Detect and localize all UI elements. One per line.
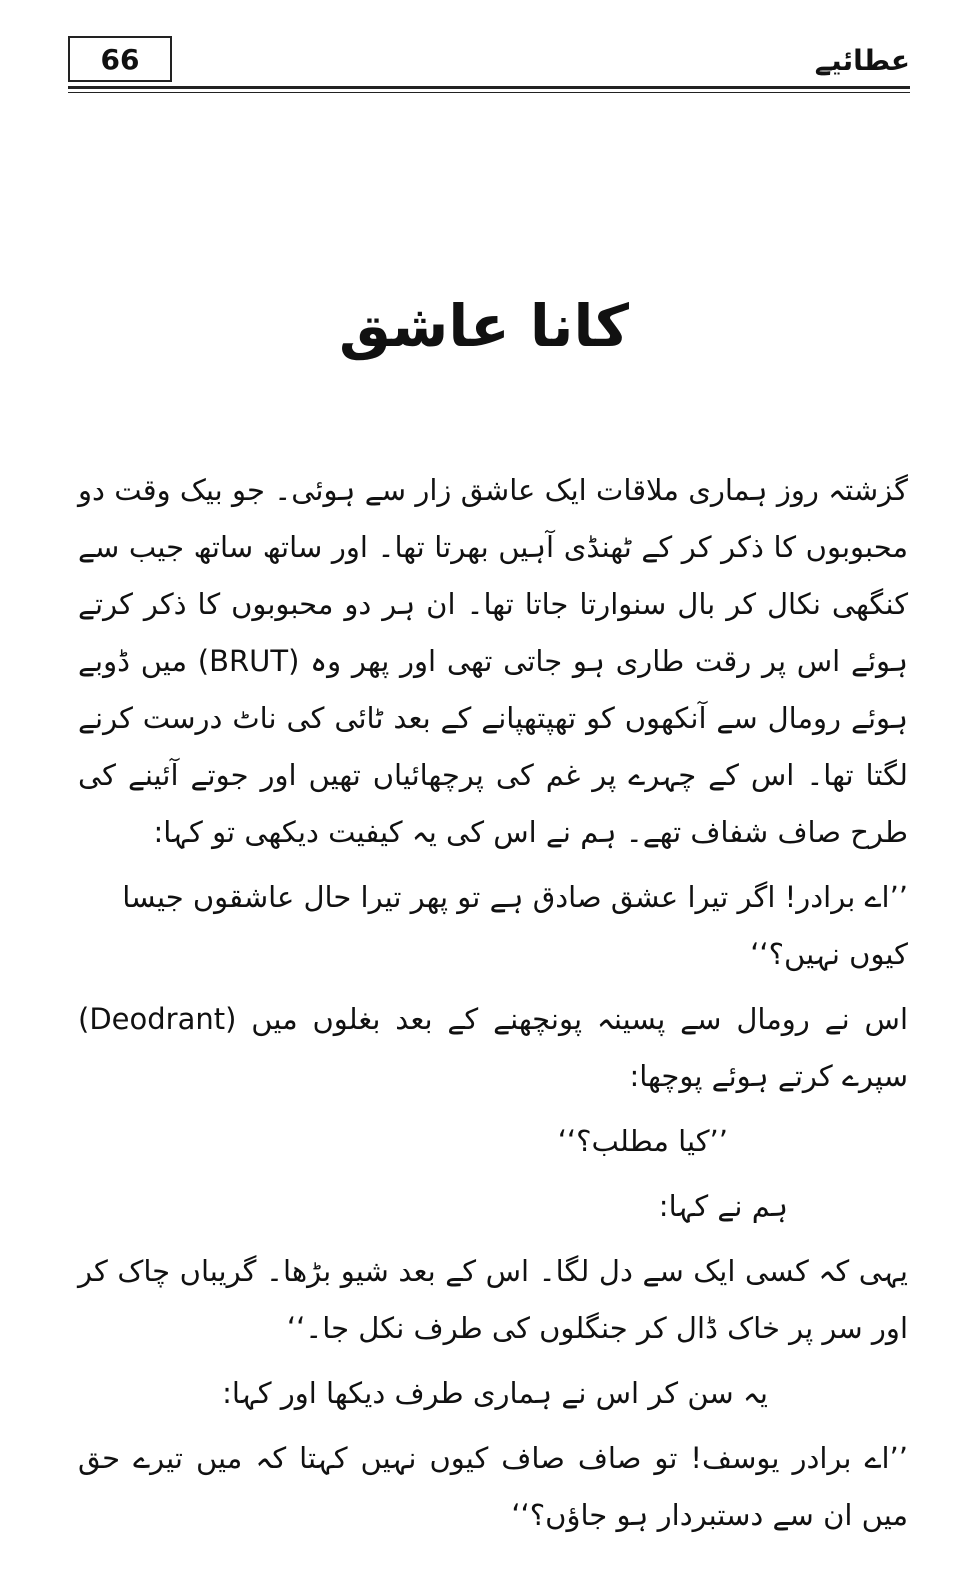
paragraph-he-looked: یہ سن کر اس نے ہماری طرف دیکھا اور کہا: bbox=[222, 1376, 768, 1410]
paragraph-intro: گزشتہ روز ہماری ملاقات ایک عاشق زار سے ہوئی۔ جو بیک وقت دو محبوبوں کا ذکر کر کے ٹھنڈی آہیں بھرتا تھا۔ اور ساتھ ساتھ جیب سے کنگھی نکال کر بال سنوارتا جاتا تھا۔ ان ہر دو محبوبوں کا ذکر کرتے ہوئے اس پر رقت طاری ہو جاتی تھی اور پھر وہ (BRUT) میں ڈوبے ہوئے رومال سے آنکھوں کو تھپتھپانے کے بعد ٹائی کی ناٹ درست کرنے لگتا تھا۔ اس کے چہرے پر غم کی پرچھائیاں تھیں اور جوتے آئینے کی طرح صاف شفاف تھے۔ ہم نے اس کی یہ کیفیت دیکھی تو کہا: bbox=[78, 473, 908, 849]
paragraph-advice: یہی کہ کسی ایک سے دل لگا۔ اس کے بعد شیو بڑھا۔ گریباں چاک کر اور سر پر خاک ڈال کر جنگلوں کی طرف نکل جا۔‘‘ bbox=[78, 1254, 908, 1345]
header-rule bbox=[68, 86, 910, 93]
running-header-book-title: عطائیے bbox=[814, 44, 910, 77]
paragraph-reply-action: اس نے رومال سے پسینہ پونچھنے کے بعد بغلوں میں (Deodrant) سپرے کرتے ہوئے پوچھا: bbox=[78, 1002, 908, 1093]
paragraph-we-said: ہم نے کہا: bbox=[658, 1189, 788, 1223]
paragraph-question-quote: ’’اے برادر! اگر تیرا عشق صادق ہے تو پھر تیرا حال عاشقوں جیسا کیوں نہیں؟‘‘ bbox=[122, 880, 908, 971]
paragraph-final-quote: ’’اے برادر یوسف! تو صاف صاف کیوں نہیں کہتا کہ میں تیرے حق میں ان سے دستبردار ہو جاؤں؟‘‘ bbox=[78, 1441, 908, 1532]
article-body bbox=[78, 462, 908, 1544]
page-number-box: 66 bbox=[68, 36, 172, 82]
article-title: کانا عاشق bbox=[339, 292, 629, 360]
paragraph-what-meaning: ’’کیا مطلب؟‘‘ bbox=[557, 1124, 728, 1158]
